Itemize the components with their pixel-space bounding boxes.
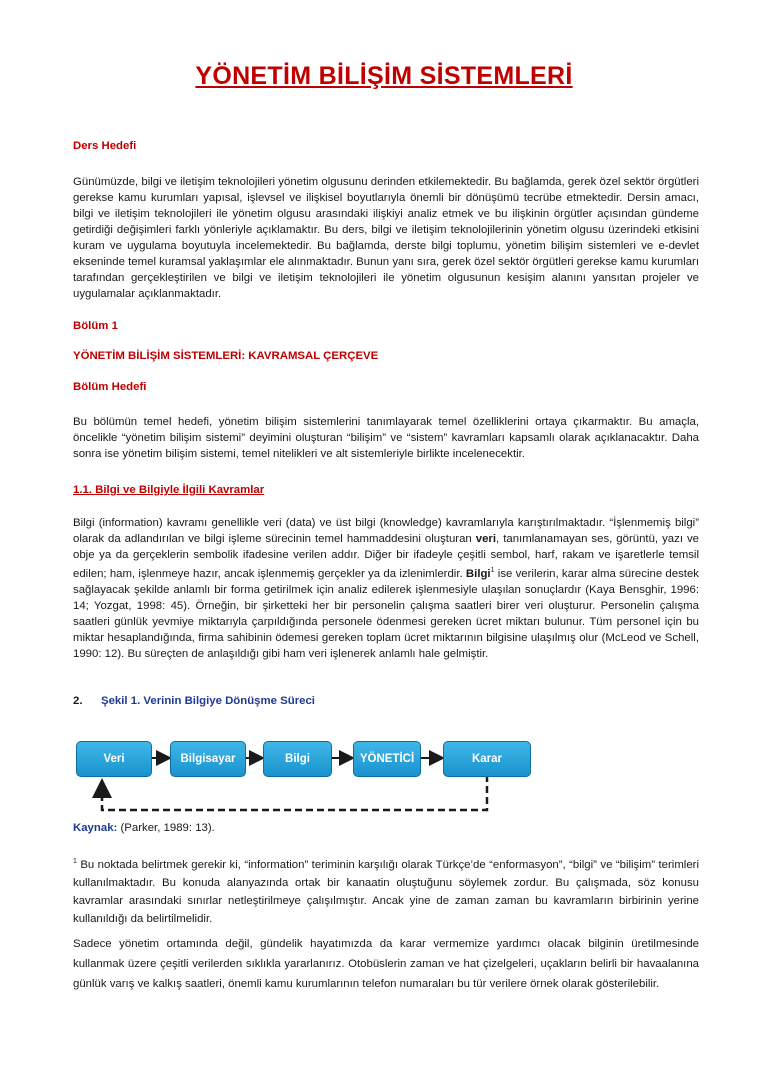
figure-title-label: Şekil 1. Verinin Bilgiye Dönüşme Süreci bbox=[101, 695, 315, 707]
figure-number: 2. bbox=[73, 695, 83, 707]
chapter-number bbox=[73, 318, 699, 334]
page-title: YÖNETİM BİLİŞİM SİSTEMLERİ bbox=[195, 62, 573, 90]
feedback-arrow bbox=[102, 775, 487, 810]
source-label: Kaynak: bbox=[73, 822, 118, 834]
bolum-hedefi-label: Bölüm Hedefi bbox=[73, 381, 147, 393]
ders-hedefi-heading bbox=[73, 138, 699, 154]
source-text: (Parker, 1989: 13). bbox=[117, 822, 215, 834]
ders-hedefi-text: Günümüzde, bilgi ve iletişim teknolojileri yönetim olgusunu derinden etkilemektedir. Bu bağlamda, gerek özel sektör örgütleri gerekse kamu kurumları yapısal, işlevsel ve ilişkisel boyutlarıyla önemli bir dönüşümü tecrübe etmektedir. Dersin amacı, bilgi ve iletişim teknolojileri ile yönetim olgusu arasındaki ilişkiyi analiz etmek ve bu ilişkinin örgütler açısından gündeme getirdiği değişimleri farklı yönleriyle açıklamaktır. Bu ders, bilgi ve iletişim teknolojilerinin yönetim olgusu üzerindeki etkisini kuram ve uygulama boyutuyla incelemektedir. Bu bağlamda, derste bilgi toplumu, yönetim bilişim sistemleri ve e-devlet ekseninde temel kuramsal yaklaşımlar ele alınmaktadır. Bunun yanı sıra, gerek özel sektör örgütleri gerekse kamu kurumları tarafından gerçekleştirilen ve bilgi ve iletişim teknolojileri ile yönetim olgusunun kesişim alanını yansıtan projeler ve uygulamalar açıklanmaktadır. bbox=[73, 176, 699, 300]
chapter-number-label: Bölüm 1 bbox=[73, 320, 118, 332]
process-diagram bbox=[73, 735, 533, 820]
footnote-text: Bu noktada belirtmek gerekir ki, “information” teriminin karşılığı olarak Türkçe’de “enformasyon”, “bilgi” ve “bilişim” terimleri kullanılmaktadır. Bu konuda alanyazında ortak bir kanaatin oluştuğunu söylemek zordur. Bu çalışmada, söz konusu kavramlar arasındaki sınırlar netleştirilmeye çalışılmıştır. Ancak yine de zaman zaman bu kavramların birbirinin yerine kullanıldığı da belirtilmelidir. bbox=[73, 858, 699, 925]
footnote bbox=[73, 853, 699, 928]
bilgi-text-1: Bilgi (information) kavramı genellikle veri (data) ve üst bilgi (knowledge) kavramlarıyla karıştırılmaktadır. “İşlenmemiş bilgi” olarak da adlandırılan ve bilgi işleme sürecinin temel hammaddesini oluşturan bbox=[73, 517, 699, 545]
box-bilgisayar: Bilgisayar bbox=[170, 741, 246, 777]
bolum-hedefi-heading bbox=[73, 379, 699, 395]
section-heading-label: 1.1. Bilgi ve Bilgiyle İlgili Kavramlar bbox=[73, 484, 265, 496]
box-karar: Karar bbox=[443, 741, 531, 777]
bolum-hedefi-text: Bu bölümün temel hedefi, yönetim bilişim sistemlerini tanımlayarak temel özelliklerini ortaya çıkarmaktır. Bu amaçla, öncelikle “yönetim bilişim sistemi” deyimini oluşturan “bilişim” ve “sistem” kavramları kapsamlı olarak açıklanacaktır. Daha sonra ise yönetim bilişim sistemi, temel nitelikleri ve alt sistemleriyle birlikte incelenecektir. bbox=[73, 416, 699, 460]
keyword-bilgi: Bilgi bbox=[465, 567, 491, 580]
bilgi-text-2: , tanımlanamayan ses, görüntü, yazı ve obje ya da gerçeklerin sembolik ifadesine verilen addır. Diğer bir ifadeyle çeşitli sembol, harf, rakam ve işaretlerle temsil edilen; ham, işlenmeye hazır, ancak işlenmemiş gerçekler ya da izlenimlerdir. bbox=[73, 533, 700, 580]
box-bilgi: Bilgi bbox=[263, 741, 332, 777]
bilgi-paragraph bbox=[73, 515, 699, 662]
bilgi-text-3: ise verilerin, karar alma sürecine destek sağlayacak şekilde anlamlı bir forma getirilmek için analiz edilerek işlenmesiyle ulaşılan sonuçlardır (Kaya Bensghir, 1996: 14; Yozgat, 1998: 45). Örneğin, bir şirketteki her bir personelin çalışma saatleri birer veri oluşturur. Personelin çalışma saatleri günlük yevmiye miktarıyla çarpıldığında personele ödenmesi gereken ücret miktarı bulunur. Tüm personel için bu miktar hesaplandığında, firma sahibinin ödemesi gereken toplam ücret miktarının bilgisine ulaşılmış olur (McLeod ve Schell, 1990: 12). Bu süreçten de anlaşıldığı gibi ham veri işlenerek anlamlı hale gelmiştir. bbox=[73, 567, 699, 660]
section-heading bbox=[73, 482, 699, 498]
figure-title bbox=[73, 693, 699, 709]
closing-paragraph: Sadece yönetim ortamında değil, gündelik hayatımızda da karar vermemize yardımcı olacak bilginin üretilmesinde kullanmak üzere çeşitli verilerden sıklıkla yararlanırız. Otobüslerin zaman ve hat çizelgeleri, uçakların belirli bir havaalanına günlük varış ve kalkış saatleri, önemli kamu kurumlarının telefon numaraları bu tür verilere örnek olarak gösterilebilir. bbox=[73, 938, 699, 990]
box-veri: Veri bbox=[76, 741, 152, 777]
ders-hedefi-label: Ders Hedefi bbox=[73, 140, 137, 152]
box-yonetici: YÖNETİCİ bbox=[353, 741, 421, 777]
chapter-title bbox=[73, 348, 699, 364]
figure-source bbox=[73, 822, 215, 834]
footnote-mark: 1 bbox=[73, 858, 77, 865]
chapter-title-label: YÖNETİM BİLİŞİM SİSTEMLERİ: KAVRAMSAL ÇERÇEVE bbox=[73, 350, 379, 362]
footnote-ref: 1 bbox=[490, 567, 495, 574]
keyword-veri: veri bbox=[475, 533, 497, 545]
